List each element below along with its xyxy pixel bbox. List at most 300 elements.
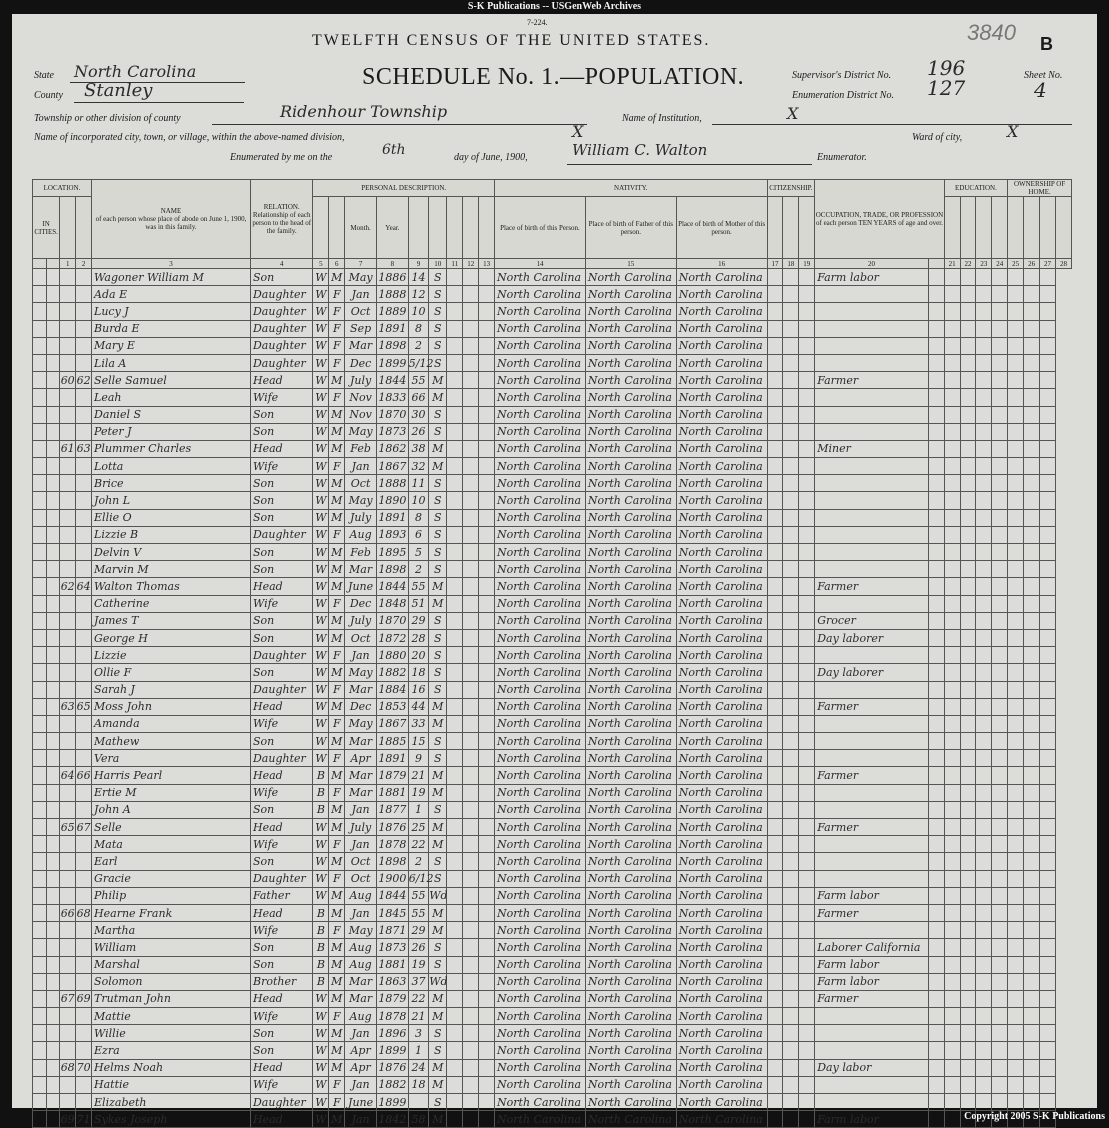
pob-person-cell: North Carolina (495, 303, 586, 320)
naturalization-cell (799, 870, 815, 887)
name-cell: Sarah J (92, 681, 251, 698)
family-cell (76, 922, 92, 939)
relation-cell: Son (250, 475, 312, 492)
name-cell: Catherine (92, 595, 251, 612)
column-number: 15 (585, 259, 676, 269)
relation-cell: Head (250, 904, 312, 921)
house-cell (46, 733, 60, 750)
occupation-cell (815, 1094, 929, 1111)
children-living-cell (479, 1111, 495, 1128)
year-cell: 1844 (376, 887, 408, 904)
free-cell (1008, 1042, 1024, 1059)
school-months-cell (928, 939, 944, 956)
family-cell (76, 269, 92, 286)
children-born-cell (463, 647, 479, 664)
marital-cell: M (429, 389, 447, 406)
speak-english-cell (976, 681, 992, 698)
can-write-cell (960, 784, 976, 801)
age-cell: 18 (408, 1076, 428, 1093)
relation-cell: Head (250, 990, 312, 1007)
children-living-cell (479, 681, 495, 698)
school-months-cell (928, 715, 944, 732)
sex-cell: F (329, 1008, 345, 1025)
can-write-cell (960, 1042, 976, 1059)
owned-cell (992, 612, 1008, 629)
pob-person-cell: North Carolina (495, 509, 586, 526)
year-cell: 1877 (376, 801, 408, 818)
street-cell (33, 595, 47, 612)
dwelling-cell (60, 303, 76, 320)
naturalization-cell (799, 629, 815, 646)
name-cell: Harris Pearl (92, 767, 251, 784)
years-us-cell (783, 509, 799, 526)
years-us-cell (783, 784, 799, 801)
schedule-cell (1040, 629, 1056, 646)
can-write-cell (960, 320, 976, 337)
table-row (33, 681, 1072, 698)
farm-cell (1024, 784, 1040, 801)
relation-cell: Head (250, 819, 312, 836)
dwelling-cell: 66 (60, 904, 76, 921)
pob-person-header: Place of birth of this Person. (495, 197, 586, 259)
street-cell (33, 750, 47, 767)
children-living-cell (479, 1094, 495, 1111)
relation-cell: Wife (250, 389, 312, 406)
street-cell (33, 870, 47, 887)
relation-cell: Head (250, 1111, 312, 1128)
school-months-cell (928, 389, 944, 406)
pob-father-cell: North Carolina (585, 647, 676, 664)
column-number: 20 (815, 259, 929, 269)
children-born-cell (463, 801, 479, 818)
sex-cell: M (329, 492, 345, 509)
children-born-cell (463, 1094, 479, 1111)
farm-header (1040, 197, 1056, 259)
month-cell: Oct (345, 303, 377, 320)
occupation-cell: Farmer (815, 819, 929, 836)
children-born-cell (463, 904, 479, 921)
year-cell: 1870 (376, 612, 408, 629)
street-cell (33, 819, 47, 836)
color-cell: W (313, 612, 329, 629)
month-cell: Oct (345, 475, 377, 492)
schedule-cell (1040, 1076, 1056, 1093)
month-cell: Jan (345, 647, 377, 664)
age-cell: 2 (408, 337, 428, 354)
schedule-cell (1040, 1059, 1056, 1076)
pob-father-cell: North Carolina (585, 767, 676, 784)
farm-cell (1024, 578, 1040, 595)
column-number: 12 (463, 259, 479, 269)
dwelling-cell (60, 406, 76, 423)
name-cell: Philip (92, 887, 251, 904)
can-read-cell (944, 337, 960, 354)
can-write-cell (960, 1059, 976, 1076)
sex-cell: M (329, 939, 345, 956)
name-cell: Moss John (92, 698, 251, 715)
dwelling-cell (60, 458, 76, 475)
name-cell: Trutman John (92, 990, 251, 1007)
relation-cell: Daughter (250, 337, 312, 354)
family-cell (76, 458, 92, 475)
year-cell: 1844 (376, 372, 408, 389)
schedule-cell (1040, 354, 1056, 371)
owned-cell (992, 269, 1008, 286)
dwelling-cell (60, 836, 76, 853)
schedule-cell (1040, 595, 1056, 612)
farm-cell (1024, 922, 1040, 939)
naturalization-cell (799, 922, 815, 939)
school-months-cell (928, 990, 944, 1007)
year-cell: 1886 (376, 269, 408, 286)
speak-english-cell (976, 1059, 992, 1076)
dwelling-cell (60, 286, 76, 303)
school-months-cell (928, 406, 944, 423)
can-read-cell (944, 286, 960, 303)
age-cell: 19 (408, 956, 428, 973)
children-born-cell (463, 956, 479, 973)
incorporated-label: Name of incorporated city, town, or village, within the above-named division, (34, 132, 345, 143)
relation-cell: Wife (250, 784, 312, 801)
name-cell: Hattie (92, 1076, 251, 1093)
house-cell (46, 956, 60, 973)
state-value: North Carolina (74, 62, 197, 81)
immigration-cell (767, 870, 783, 887)
age-cell: 10 (408, 303, 428, 320)
sex-cell: M (329, 1111, 345, 1128)
years-married-cell (447, 853, 463, 870)
house-cell (46, 922, 60, 939)
year-cell: 1882 (376, 1076, 408, 1093)
farm-cell (1024, 819, 1040, 836)
school-months-cell (928, 836, 944, 853)
free-cell (1008, 458, 1024, 475)
speak-english-cell (976, 767, 992, 784)
school-months-cell (928, 337, 944, 354)
school-months-cell (928, 1008, 944, 1025)
schedule-cell (1040, 1042, 1056, 1059)
name-cell: Ertie M (92, 784, 251, 801)
years-us-cell (783, 492, 799, 509)
age-cell: 8 (408, 320, 428, 337)
house-cell (46, 1059, 60, 1076)
pob-person-cell: North Carolina (495, 406, 586, 423)
table-row (33, 956, 1072, 973)
relation-cell: Son (250, 939, 312, 956)
speak-english-cell (976, 784, 992, 801)
school-months-cell (928, 320, 944, 337)
sex-cell: F (329, 303, 345, 320)
street-cell (33, 922, 47, 939)
age-cell: 30 (408, 406, 428, 423)
school-months-cell (928, 1094, 944, 1111)
pob-person-cell: North Carolina (495, 561, 586, 578)
can-write-cell (960, 647, 976, 664)
school-months-cell (928, 698, 944, 715)
table-row (33, 784, 1072, 801)
pob-person-cell: North Carolina (495, 836, 586, 853)
pob-father-cell: North Carolina (585, 715, 676, 732)
years-married-cell (447, 1094, 463, 1111)
name-cell: Gracie (92, 870, 251, 887)
owned-cell (992, 423, 1008, 440)
occupation-cell: Farmer (815, 578, 929, 595)
immigration-cell (767, 836, 783, 853)
month-cell: Aug (345, 526, 377, 543)
relation-cell: Head (250, 372, 312, 389)
speak-english-cell (976, 406, 992, 423)
free-cell (1008, 595, 1024, 612)
farm-cell (1024, 526, 1040, 543)
pob-father-cell: North Carolina (585, 509, 676, 526)
marital-cell: S (429, 286, 447, 303)
free-cell (1008, 715, 1024, 732)
pob-person-cell: North Carolina (495, 767, 586, 784)
age-cell: 15 (408, 733, 428, 750)
name-cell: Sykes Joseph (92, 1111, 251, 1128)
name-cell: Helms Noah (92, 1059, 251, 1076)
county-line (74, 102, 244, 103)
free-header (1024, 197, 1040, 259)
pob-person-cell: North Carolina (495, 1042, 586, 1059)
dwelling-cell (60, 939, 76, 956)
color-cell: B (313, 956, 329, 973)
marital-cell: S (429, 509, 447, 526)
farm-cell (1024, 1059, 1040, 1076)
years-married-cell (447, 698, 463, 715)
owned-cell (992, 681, 1008, 698)
age-cell: 8 (408, 509, 428, 526)
pob-person-cell: North Carolina (495, 1094, 586, 1111)
children-born-cell (463, 853, 479, 870)
family-cell (76, 973, 92, 990)
pob-person-cell: North Carolina (495, 870, 586, 887)
occupation-cell: Laborer California (815, 939, 929, 956)
school-months-cell (928, 784, 944, 801)
can-read-cell (944, 303, 960, 320)
marital-cell: M (429, 440, 447, 457)
sex-cell: F (329, 389, 345, 406)
pob-mother-cell: North Carolina (676, 612, 767, 629)
owned-cell (992, 492, 1008, 509)
can-write-cell (960, 303, 976, 320)
can-write-cell (960, 406, 976, 423)
family-cell (76, 406, 92, 423)
schedule-cell (1040, 561, 1056, 578)
farm-cell (1024, 492, 1040, 509)
family-cell: 70 (76, 1059, 92, 1076)
sheet-value: 4 (1034, 78, 1047, 102)
free-cell (1008, 612, 1024, 629)
owned-cell (992, 887, 1008, 904)
pob-mother-cell: North Carolina (676, 647, 767, 664)
family-cell (76, 681, 92, 698)
dwelling-cell: 62 (60, 578, 76, 595)
sex-cell: M (329, 801, 345, 818)
schedule-cell (1040, 303, 1056, 320)
can-write-cell (960, 595, 976, 612)
relation-header-desc: Relationship of each person to the head of the family. (252, 211, 312, 235)
occupation-cell: Farm labor (815, 269, 929, 286)
can-write-cell (960, 956, 976, 973)
years-us-cell (783, 819, 799, 836)
month-cell: Aug (345, 939, 377, 956)
township-label: Township or other division of county (34, 113, 181, 124)
marital-cell: M (429, 990, 447, 1007)
name-cell: Wagoner William M (92, 269, 251, 286)
street-cell (33, 578, 47, 595)
speak-english-cell (976, 939, 992, 956)
column-number (928, 259, 944, 269)
children-living-cell (479, 354, 495, 371)
month-cell: Aug (345, 956, 377, 973)
marital-cell: S (429, 354, 447, 371)
can-read-cell (944, 1059, 960, 1076)
color-cell: W (313, 337, 329, 354)
occupation-cell: Farm labor (815, 956, 929, 973)
speak-english-cell (976, 526, 992, 543)
relation-cell: Wife (250, 1008, 312, 1025)
house-cell (46, 801, 60, 818)
year-header: Year. (376, 197, 408, 259)
occupation-header-desc: of each person TEN YEARS of age and over. (815, 219, 943, 227)
year-cell: 1867 (376, 458, 408, 475)
years-us-cell (783, 767, 799, 784)
color-cell: W (313, 286, 329, 303)
speak-english-cell (976, 372, 992, 389)
year-cell: 1899 (376, 1094, 408, 1111)
county-value: Stanley (84, 80, 153, 101)
pob-person-cell: North Carolina (495, 337, 586, 354)
house-cell (46, 458, 60, 475)
family-cell: 68 (76, 904, 92, 921)
owned-cell (992, 1025, 1008, 1042)
family-cell: 62 (76, 372, 92, 389)
can-write-cell (960, 939, 976, 956)
age-cell: 16 (408, 681, 428, 698)
column-number: 23 (976, 259, 992, 269)
pob-person-cell: North Carolina (495, 956, 586, 973)
children-born-cell (463, 544, 479, 561)
pob-father-cell: North Carolina (585, 870, 676, 887)
relation-cell: Son (250, 853, 312, 870)
pob-person-cell: North Carolina (495, 1076, 586, 1093)
street-cell (33, 836, 47, 853)
dwelling-cell: 63 (60, 698, 76, 715)
immigration-cell (767, 561, 783, 578)
marital-cell: S (429, 629, 447, 646)
pob-mother-cell: North Carolina (676, 1076, 767, 1093)
family-cell (76, 1042, 92, 1059)
can-read-cell (944, 973, 960, 990)
can-write-header (976, 197, 992, 259)
sex-header (329, 197, 345, 259)
can-read-cell (944, 681, 960, 698)
color-cell: W (313, 1042, 329, 1059)
pob-mother-cell: North Carolina (676, 664, 767, 681)
pob-mother-cell: North Carolina (676, 509, 767, 526)
schedule-cell (1040, 389, 1056, 406)
street-cell (33, 303, 47, 320)
owned-cell (992, 750, 1008, 767)
relation-cell: Head (250, 1059, 312, 1076)
age-cell: 26 (408, 939, 428, 956)
free-cell (1008, 303, 1024, 320)
pob-mother-cell: North Carolina (676, 1094, 767, 1111)
immigration-cell (767, 1076, 783, 1093)
immigration-cell (767, 853, 783, 870)
marital-cell: S (429, 544, 447, 561)
can-write-cell (960, 1008, 976, 1025)
column-number: 16 (676, 259, 767, 269)
pob-father-cell: North Carolina (585, 784, 676, 801)
can-read-cell (944, 664, 960, 681)
marital-cell: Wd (429, 887, 447, 904)
schedule-cell (1040, 922, 1056, 939)
dwelling-cell (60, 389, 76, 406)
pob-mother-cell: North Carolina (676, 1008, 767, 1025)
family-cell (76, 870, 92, 887)
years-married-cell (447, 784, 463, 801)
month-cell: Apr (345, 1042, 377, 1059)
school-months-cell (928, 1025, 944, 1042)
children-born-header (463, 197, 479, 259)
relation-cell: Wife (250, 715, 312, 732)
children-born-cell (463, 509, 479, 526)
family-cell: 69 (76, 990, 92, 1007)
pob-father-cell: North Carolina (585, 303, 676, 320)
township-line (212, 124, 587, 125)
house-cell (46, 509, 60, 526)
farm-cell (1024, 750, 1040, 767)
age-cell: 11 (408, 475, 428, 492)
table-row (33, 458, 1072, 475)
ward-label: Ward of city, (912, 132, 963, 143)
pob-father-cell: North Carolina (585, 269, 676, 286)
year-cell: 1895 (376, 544, 408, 561)
year-cell: 1879 (376, 767, 408, 784)
years-us-cell (783, 561, 799, 578)
relation-cell: Head (250, 440, 312, 457)
years-us-cell (783, 389, 799, 406)
pob-person-cell: North Carolina (495, 492, 586, 509)
age-cell: 32 (408, 458, 428, 475)
immigration-cell (767, 698, 783, 715)
years-us-cell (783, 1094, 799, 1111)
color-cell: W (313, 475, 329, 492)
table-row (33, 595, 1072, 612)
street-cell (33, 423, 47, 440)
marital-cell: M (429, 836, 447, 853)
speak-english-cell (976, 904, 992, 921)
pob-father-cell: North Carolina (585, 320, 676, 337)
schedule-cell (1040, 767, 1056, 784)
farm-cell (1024, 939, 1040, 956)
color-cell: W (313, 1059, 329, 1076)
farm-cell (1024, 629, 1040, 646)
relation-cell: Head (250, 578, 312, 595)
years-us-cell (783, 801, 799, 818)
owned-cell (992, 698, 1008, 715)
dwelling-cell (60, 269, 76, 286)
year-cell: 1881 (376, 784, 408, 801)
pob-person-cell: North Carolina (495, 681, 586, 698)
street-cell (33, 269, 47, 286)
school-months-cell (928, 269, 944, 286)
children-born-cell (463, 1076, 479, 1093)
age-cell: 3 (408, 1025, 428, 1042)
children-born-cell (463, 1111, 479, 1128)
